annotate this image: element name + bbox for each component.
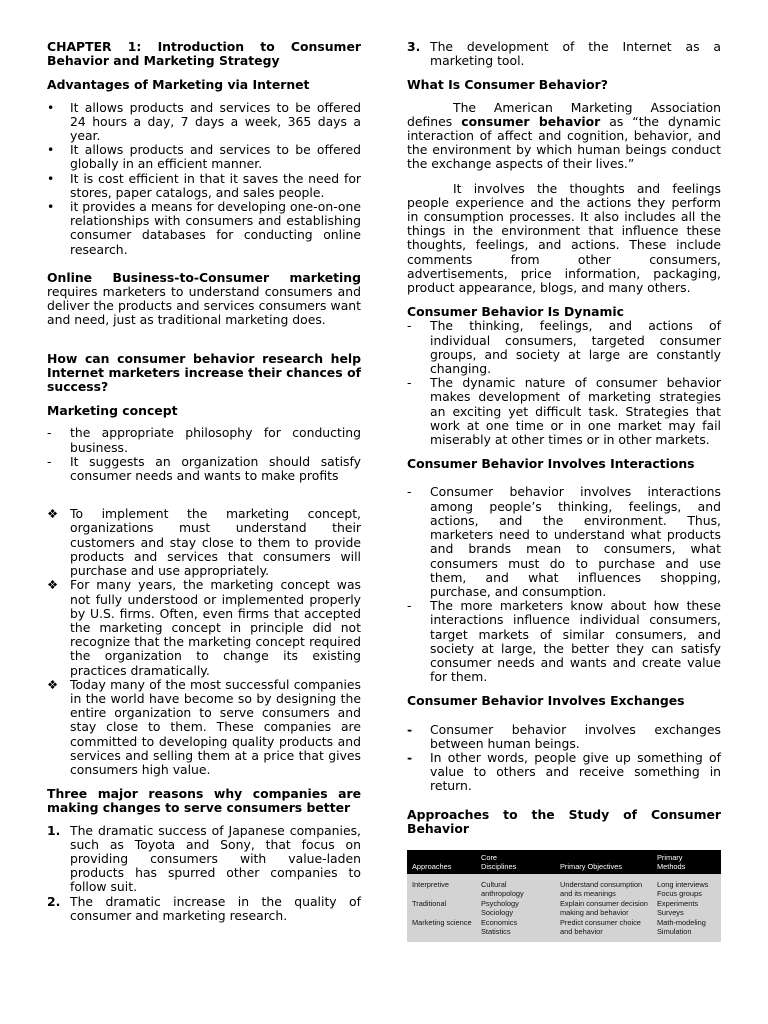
table-header-cell: Primary Objectives: [555, 850, 652, 874]
advantages-list: [47, 101, 361, 257]
bullet-icon: •: [47, 170, 55, 186]
interactions-list: [407, 485, 721, 684]
b2c-paragraph: Online Business-to-Consumer marketing requires marketers to understand consumers and deliver the products and services consumers want and need, just as traditional marketing does.: [47, 269, 361, 328]
dash-icon: -: [407, 318, 412, 334]
diamond-bullet-icon: ❖: [47, 676, 59, 692]
table-header-cell: Primary Methods: [652, 850, 721, 874]
dash-icon: -: [47, 453, 52, 469]
heading-marketing-concept: Marketing concept: [47, 403, 178, 419]
table-cell: Cultural anthropology: [476, 874, 555, 898]
list-item: - The more marketers know about how these interactions influence individual consumers, target markets of similar consumers, and society at large, the better they can satisfy consumer needs and wants and create value for them.: [407, 598, 721, 685]
heading-approaches: Approaches to the Study of Consumer Behavior: [407, 806, 721, 836]
list-item: ❖ To implement the marketing concept, organizations must understand their customers and stay close to them to provide products and services that consumers will purchase and use appropriately.: [47, 506, 361, 579]
list-item: • It is cost efficient in that it saves the need for stores, paper catalogs, and sales people.: [47, 170, 361, 200]
table-row: [407, 898, 721, 917]
exchanges-list: [407, 723, 721, 794]
table-cell: Math-modeling Simulation: [652, 917, 721, 942]
list-item: - It suggests an organization should satisfy consumer needs and wants to make profits: [47, 453, 361, 484]
table-cell: Long interviews Focus groups: [652, 874, 721, 898]
list-item: - the appropriate philosophy for conducting business.: [47, 425, 361, 455]
table-cell: Traditional: [407, 898, 476, 917]
reasons-list-continued: [407, 40, 721, 68]
list-item: - Consumer behavior involves exchanges between human beings.: [407, 721, 721, 751]
table-cell: Predict consumer choice and behavior: [555, 917, 652, 942]
diamond-bullet-icon: ❖: [47, 506, 59, 522]
left-column: [47, 40, 361, 923]
definition-paragraph: The American Marketing Association defines consumer behavior as “the dynamic interaction of affect and cognition, behavior, and the environment by which human beings conduct the exchange aspects of their lives.”: [407, 99, 721, 172]
heading-what-is: What Is Consumer Behavior?: [407, 77, 608, 93]
table-cell: Economics Statistics: [476, 917, 555, 942]
diamond-bullet-icon: ❖: [47, 577, 59, 593]
list-item: • it provides a means for developing one-on-one relationships with consumers and establishing consumer databases for conducting online research.: [47, 199, 361, 257]
right-column: [407, 40, 721, 942]
table-cell: Interpretive: [407, 874, 476, 898]
dash-icon: -: [47, 425, 52, 441]
dash-icon: -: [407, 721, 413, 737]
heading-question: How can consumer behavior research help Internet marketers increase their chances of success?: [47, 350, 361, 395]
table-header-cell: Core Disciplines: [476, 850, 555, 874]
heading-exchanges: Consumer Behavior Involves Exchanges: [407, 693, 685, 709]
list-item: ❖ For many years, the marketing concept was not fully understood or implemented properly by U.S. firms. Often, even firms that accepted the marketing concept in principle did not recognize that the marketing concept required the organization to change its existing practices dramatically.: [47, 577, 361, 678]
list-item: - Consumer behavior involves interactions among people’s thinking, feelings, and actions, and the environment. Thus, marketers need to understand what products and brands mean to consumers, what consumers must do to purchase and use them, and what influences shopping, purchase, and consumption.: [407, 484, 721, 599]
bullet-icon: •: [47, 99, 55, 115]
list-item: 2. The dramatic increase in the quality of consumer and marketing research.: [47, 893, 361, 923]
table-row: [407, 917, 721, 942]
heading-advantages: Advantages of Marketing via Internet: [47, 77, 310, 93]
list-item: 3. The development of the Internet as a marketing tool.: [407, 39, 721, 69]
table-row: [407, 874, 721, 898]
bullet-icon: •: [47, 142, 55, 158]
dash-icon: -: [407, 484, 412, 500]
list-item: ❖ Today many of the most successful companies in the world have become so by designing the entire organization to serve consumers and stay close to them. These companies are committed to developing quality products and services and selling them at a price that gives consumers high value.: [47, 676, 361, 777]
list-item: - The thinking, feelings, and actions of individual consumers, targeted consumer groups, and society at large are constantly changing.: [407, 318, 721, 377]
table-cell: Explain consumer decision making and behavior: [555, 898, 652, 917]
list-item: • It allows products and services to be offered globally in an efficient manner.: [47, 142, 361, 172]
concept-list: [47, 426, 361, 483]
reasons-list: [47, 824, 361, 923]
diamond-list: [47, 507, 361, 777]
dash-icon: -: [407, 598, 412, 614]
list-item: - The dynamic nature of consumer behavior makes development of marketing strategies an exciting yet difficult task. Strategies that work at one time or in one market may fail miserably at other times or in other markets.: [407, 375, 721, 448]
table-cell: Psychology Sociology: [476, 898, 555, 917]
list-item: 1. The dramatic success of Japanese companies, such as Toyota and Sony, that focus on providing consumers with value-laden products has spurred other companies to follow suit.: [47, 822, 361, 895]
list-item: - In other words, people give up something of value to others and receive something in return.: [407, 749, 721, 794]
involves-paragraph: It involves the thoughts and feelings people experience and the actions they perform in consumption processes. It also includes all the things in the environment that influence these thoughts, feelings, and actions. These include comments from other consumers, advertisements, price information, packaging, product appearance, blogs, and many others.: [407, 180, 721, 296]
chapter-title: CHAPTER 1: Introduction to Consumer Behavior and Marketing Strategy: [47, 39, 361, 69]
approaches-table: [407, 850, 721, 942]
dash-icon: -: [407, 749, 413, 765]
table-header-row: [407, 850, 721, 874]
dynamic-list: [407, 319, 721, 447]
table-cell: Experiments Surveys: [652, 898, 721, 917]
dash-icon: -: [407, 375, 412, 391]
heading-reasons: Three major reasons why companies are making changes to serve consumers better: [47, 786, 361, 816]
table-header-cell: Approaches: [407, 850, 476, 874]
bullet-icon: •: [47, 199, 55, 215]
list-item: • It allows products and services to be offered 24 hours a day, 7 days a week, 365 days a year.: [47, 99, 361, 144]
table-cell: Understand consumption and its meanings: [555, 874, 652, 898]
heading-dynamic: Consumer Behavior Is Dynamic: [407, 304, 624, 320]
table-cell: Marketing science: [407, 917, 476, 942]
heading-interactions: Consumer Behavior Involves Interactions: [407, 456, 695, 472]
